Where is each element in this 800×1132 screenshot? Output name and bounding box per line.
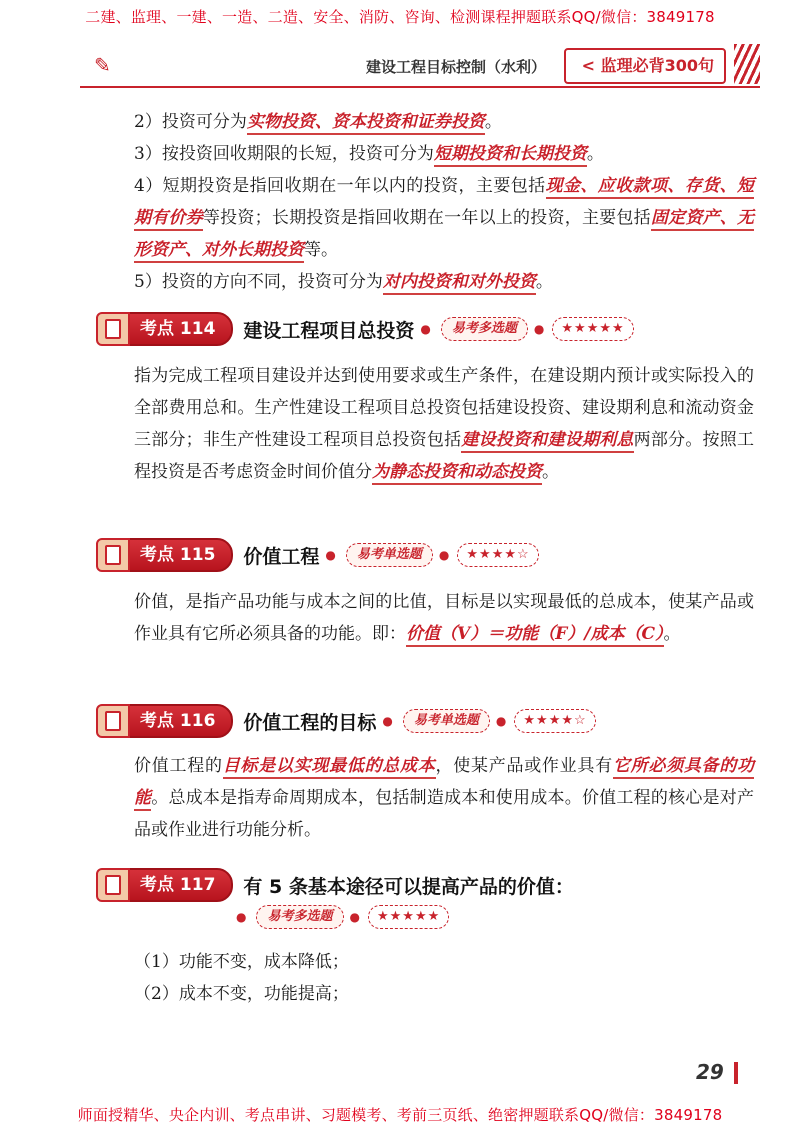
text: 。 <box>663 624 681 644</box>
star-rating: ★★★★★ <box>368 905 449 929</box>
text: 价值，是指产品功能与成本之间的比值，目标是以实现最低的总成本，使某产品或作业具有它所必须具备的功能。即： <box>134 592 754 644</box>
highlight: 建设投资和建设期利息 <box>461 430 633 453</box>
dot-icon: ● <box>420 322 431 336</box>
text: 等投资；长期投资是指回收期在一年以上的投资，主要包括 <box>202 208 651 228</box>
series-title-text: 监理必背300句 <box>600 56 714 75</box>
text: 两部分。按照工程投资是否考虑资金时间价值分 <box>134 430 755 482</box>
kp-116-body <box>134 750 754 846</box>
intro-p3 <box>134 170 754 266</box>
kp-title: 建设工程项目总投资 <box>243 319 415 342</box>
list-item: （1）功能不变，成本降低； <box>134 952 349 972</box>
dot-icon: ● <box>349 910 360 924</box>
kp-tag: 考点 115 <box>128 538 233 572</box>
dot-icon: ● <box>495 714 507 728</box>
text: 等。 <box>304 240 338 260</box>
highlight: 为静态投资和动态投资 <box>372 462 542 485</box>
highlight: 现金、应收款项、存货、短期有价券 <box>134 176 754 231</box>
text: 5）投资的方向不同，投资可分为 <box>134 272 383 292</box>
kp-115-text <box>134 586 754 650</box>
text: 2）投资可分为 <box>134 112 247 132</box>
dot-icon: ● <box>382 714 393 728</box>
kp-117-header <box>96 868 574 902</box>
text: 。 <box>542 462 559 482</box>
page-number: 29 <box>696 1060 724 1084</box>
highlight: 固定资产、无形资产、对外长期投资 <box>134 208 754 263</box>
kp-116-header <box>96 704 596 738</box>
kp-title: 价值工程 <box>243 545 320 568</box>
document-icon <box>96 704 130 738</box>
chevron-left-icon: < <box>581 56 596 75</box>
kp-116-text <box>134 750 754 846</box>
kp-tag: 考点 116 <box>128 704 233 738</box>
promo-banner-bottom: 师面授精华、央企内训、考点串讲、习题模考、考前三页纸、绝密押题联系QQ/微信：3849178 <box>77 1106 723 1124</box>
text: 。 <box>484 112 502 132</box>
text: 。 <box>535 272 553 292</box>
highlight: 它所必须具备的功能 <box>134 756 754 811</box>
intro-p4 <box>134 266 754 298</box>
kp-115-header <box>96 538 539 572</box>
header-rule <box>80 86 760 88</box>
star-rating: ★★★★★ <box>552 317 633 341</box>
book-title: 建设工程目标控制（水利） <box>365 58 546 76</box>
text: 4）短期投资是指回收期在一年以内的投资，主要包括 <box>134 176 546 196</box>
kp-114-body <box>134 360 754 488</box>
document-icon <box>96 312 130 346</box>
page-number-bar <box>734 1062 738 1084</box>
kp-115-body <box>134 586 754 650</box>
kp-title: 价值工程的目标 <box>243 711 377 734</box>
highlight: 对内投资和对外投资 <box>383 272 536 295</box>
document-icon <box>96 868 130 902</box>
text: 3）按投资回收期限的长短，投资可分为 <box>134 144 434 164</box>
text: ，使某产品或作业具有 <box>435 756 613 776</box>
exam-type-badge: 易考多选题 <box>256 905 343 929</box>
highlight: 实物投资、资本投资和证券投资 <box>247 112 485 135</box>
kp-114-text <box>134 360 754 488</box>
dot-icon: ● <box>325 548 336 562</box>
intro-p2 <box>134 138 754 170</box>
exam-type-badge: 易考多选题 <box>441 317 528 341</box>
exam-type-badge: 易考单选题 <box>403 709 490 733</box>
exam-type-badge: 易考单选题 <box>346 543 433 567</box>
stripe-decoration <box>734 44 760 84</box>
list-item: （2）成本不变，功能提高； <box>134 984 349 1004</box>
dot-icon: ● <box>438 548 450 562</box>
kp-title: 有 5 条基本途径可以提高产品的价值： <box>243 875 574 898</box>
series-title <box>564 48 726 84</box>
page-header <box>80 44 760 90</box>
document-icon <box>96 538 130 572</box>
text: 。总成本是指寿命周期成本，包括制造成本和使用成本。价值工程的核心是对产品或作业进行功能分析。 <box>134 788 755 840</box>
kp-114-header <box>96 312 634 346</box>
text: 。 <box>586 144 604 164</box>
intro-block <box>134 106 754 298</box>
star-rating: ★★★★☆ <box>514 709 595 733</box>
highlight: 目标是以实现最低的总成本 <box>223 756 436 779</box>
intro-p1 <box>134 106 754 138</box>
kp-117-badges <box>236 900 449 934</box>
text: 指为完成工程项目建设并达到使用要求或生产条件，在建设期内预计或实际投入的全部费用总和。生产性建设工程项目总投资包括建设投资、建设期利息和流动资金三部分；非生产性建设工程项目总投资包括 <box>134 366 754 450</box>
kp-117-body <box>134 946 754 1010</box>
pencil-icon: ✎ <box>94 53 111 77</box>
highlight: 价值（V）＝功能（F）/成本（C） <box>406 624 664 647</box>
promo-banner-top: 二建、监理、一建、一造、二造、安全、消防、咨询、检测课程押题联系QQ/微信：3849178 <box>85 8 715 26</box>
kp-tag: 考点 114 <box>128 312 233 346</box>
highlight: 短期投资和长期投资 <box>434 144 587 167</box>
star-rating: ★★★★☆ <box>457 543 538 567</box>
dot-icon: ● <box>236 910 247 924</box>
kp-tag: 考点 117 <box>128 868 233 902</box>
dot-icon: ● <box>533 322 545 336</box>
text: 价值工程的 <box>134 756 223 776</box>
